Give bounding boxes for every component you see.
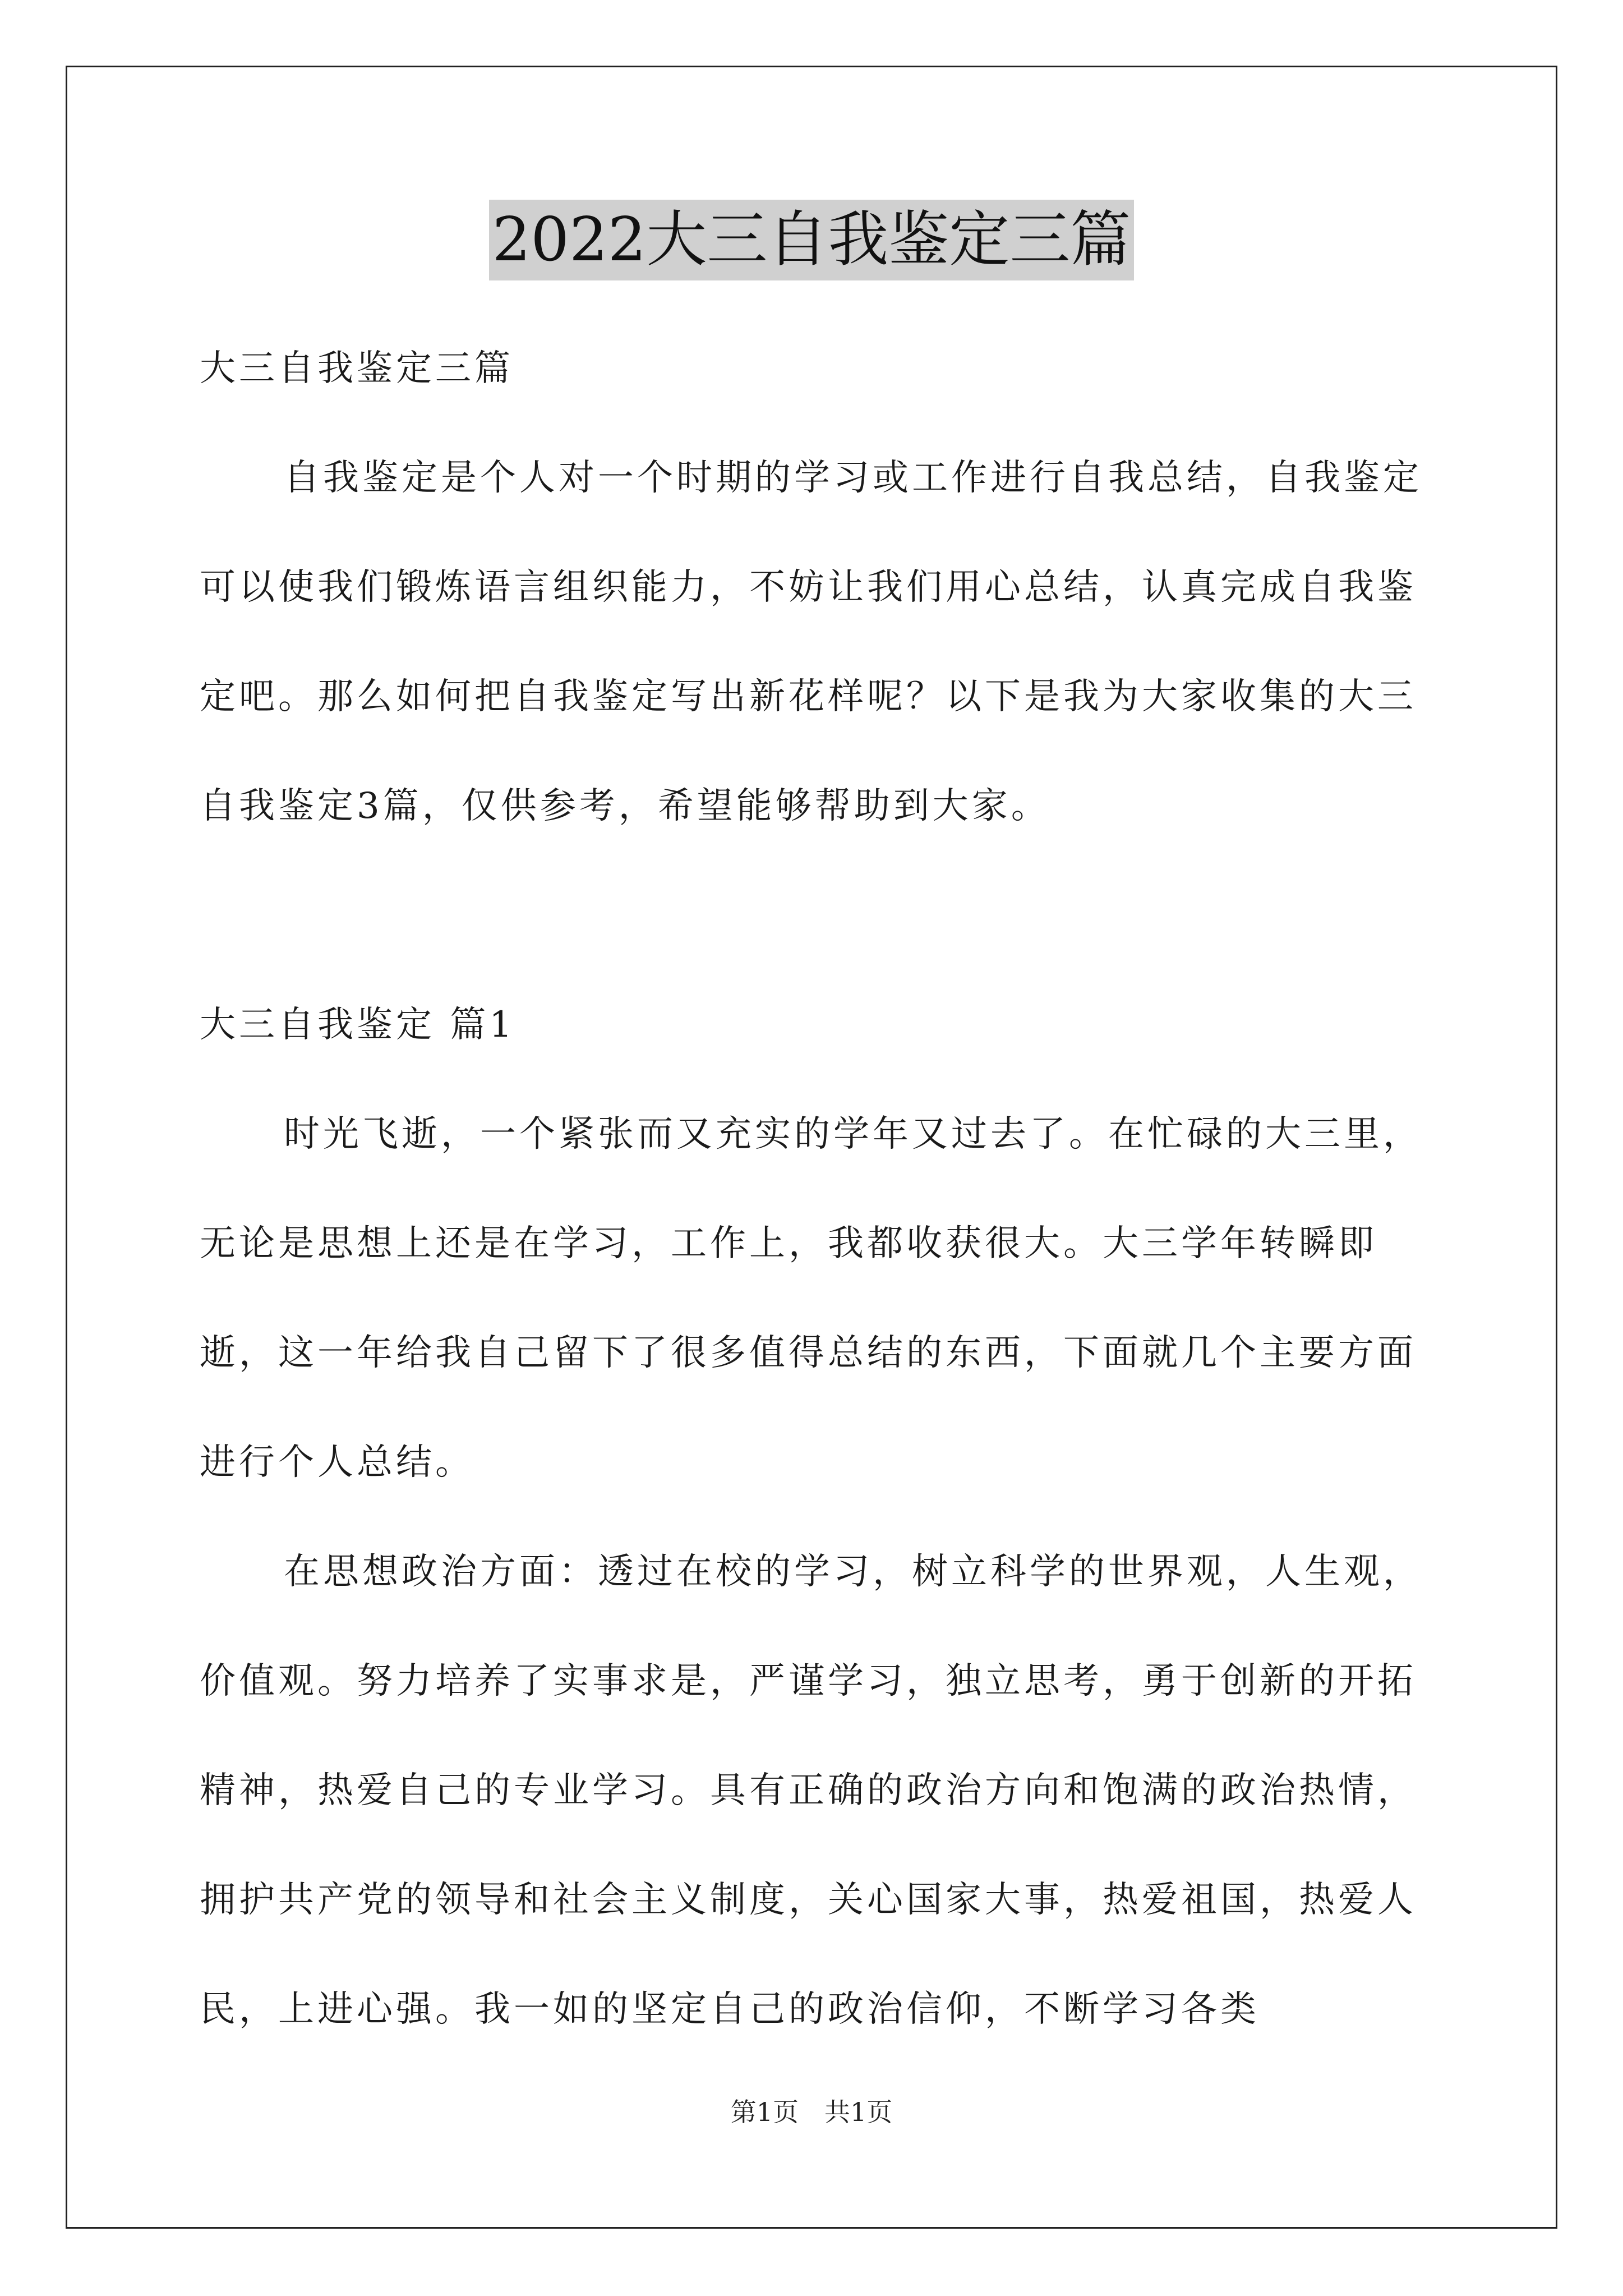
document-subtitle: 大三自我鉴定三篇 [200, 348, 514, 389]
section-heading: 大三自我鉴定 篇1 [200, 1004, 516, 1046]
title-wrapper [0, 200, 1623, 280]
page-footer: 第1页 共1页 [730, 2097, 893, 2127]
section-spacer [200, 861, 1433, 970]
intro-paragraph: 自我鉴定是个人对一个时期的学习或工作进行自我总结，自我鉴定可以使我们锻炼语言组织能力，不妨让我们用心总结，认真完成自我鉴定吧。那么如何把自我鉴定写出新花样呢？以下是我为大家收集的大三自我鉴定3篇，仅供参考，希望能够帮助到大家。 [200, 457, 1422, 827]
body-paragraph-1: 时光飞逝，一个紧张而又充实的学年又过去了。在忙碌的大三里，无论是思想上还是在学习，工作上，我都收获很大。大三学年转瞬即逝，这一年给我自己留下了很多值得总结的东西，下面就几个主要方面进行个人总结。 [200, 1114, 1422, 1483]
body-paragraph-2: 在思想政治方面：透过在校的学习，树立科学的世界观，人生观，价值观。努力培养了实事求是，严谨学习，独立思考，勇于创新的开拓精神，热爱自己的专业学习。具有正确的政治方向和饱满的政治热情，拥护共产党的领导和社会主义制度，关心国家大事，热爱祖国，热爱人民，上进心强。我一如的坚定自己的政治信仰，不断学习各类 [200, 1551, 1422, 2030]
document-title: 2022大三自我鉴定三篇 [489, 200, 1135, 280]
document-body [200, 314, 1433, 2064]
